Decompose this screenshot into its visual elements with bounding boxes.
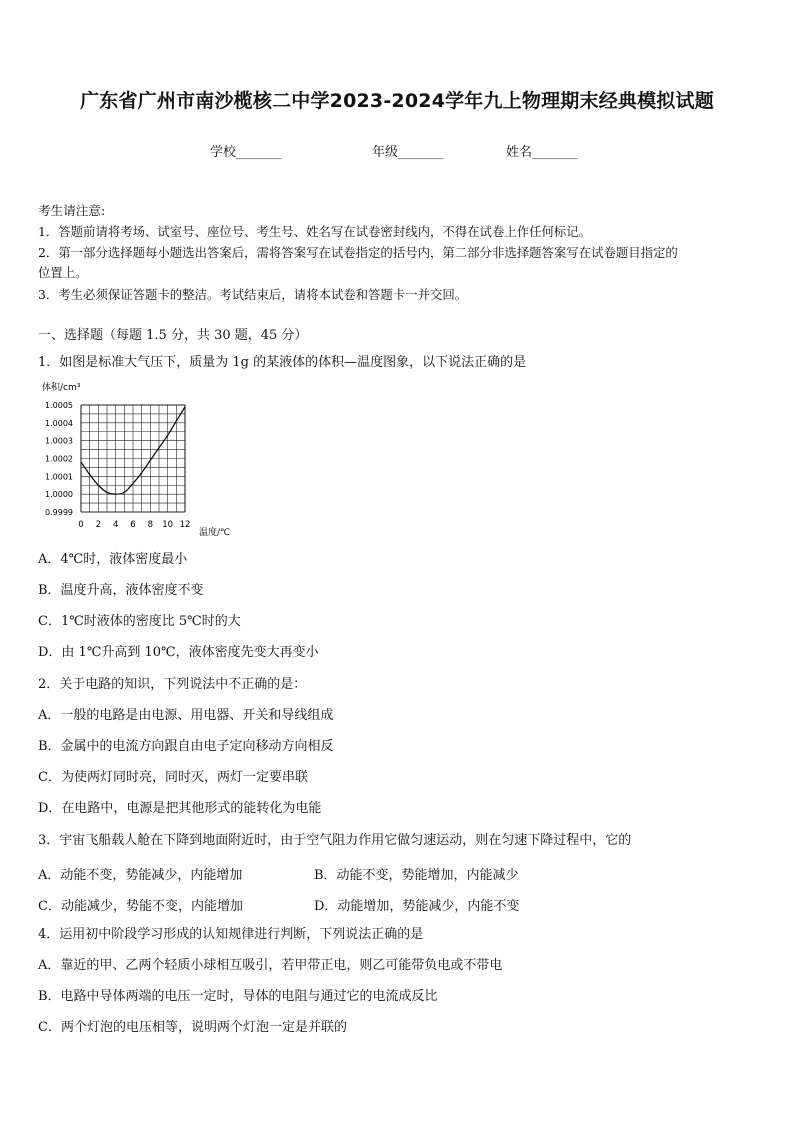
y-tick-label: 1.0003 — [45, 436, 73, 446]
y-tick-label: 0.9999 — [45, 508, 73, 517]
q2-option-b: B．金属中的电流方向跟自由电子定向移动方向相反 — [38, 739, 334, 754]
school-field: 学校_______ — [210, 145, 282, 160]
question-2-stem: 2．关于电路的知识，下列说法中不正确的是： — [38, 677, 307, 692]
q3-option-b: B．动能不变，势能增加，内能减少 — [314, 868, 519, 883]
section-heading: 一、选择题（每题 1.5 分，共 30 题，45 分） — [38, 328, 308, 343]
grade-field: 年级_______ — [372, 145, 444, 160]
x-tick-label: 6 — [130, 520, 136, 530]
volume-temperature-chart — [40, 378, 236, 538]
q1-option-a: A．4℃时，液体密度最小 — [38, 552, 188, 567]
notice-item: 3．考生必须保证答题卡的整洁。考试结束后，请将本试卷和答题卡一并交回。 — [38, 287, 468, 302]
x-tick-label: 8 — [147, 520, 154, 530]
y-tick-label: 1.0004 — [45, 418, 73, 428]
chart-xlabel: 温度/℃ — [199, 528, 231, 538]
notice-item: 1．答题前请将考场、试室号、座位号、考生号、姓名写在试卷密封线内，不得在试卷上作任何标记。 — [38, 224, 592, 239]
y-tick-label: 1.0002 — [45, 454, 73, 464]
q3-option-d: D．动能增加，势能减少，内能不变 — [314, 899, 520, 914]
chart-grid — [81, 405, 185, 512]
x-tick-label: 4 — [112, 520, 119, 530]
x-tick-label: 0 — [78, 520, 84, 530]
page-title: 广东省广州市南沙榄核二中学2023-2024学年九上物理期末经典模拟试题 — [80, 90, 714, 112]
chart-x-ticks — [78, 520, 190, 530]
y-tick-label: 1.0005 — [45, 401, 73, 410]
question-1-stem: 1．如图是标准大气压下，质量为 1g 的某液体的体积—温度图象，以下说法正确的是 — [38, 355, 527, 370]
q1-option-b: B．温度升高，液体密度不变 — [38, 583, 204, 598]
question-4-stem: 4．运用初中阶段学习形成的认知规律进行判断，下列说法正确的是 — [38, 927, 424, 942]
q4-option-b: B．电路中导体两端的电压一定时，导体的电阻与通过它的电流成反比 — [38, 989, 438, 1004]
x-tick-label: 2 — [95, 520, 102, 530]
q1-option-c: C．1℃时液体的密度比 5℃时的大 — [38, 614, 241, 629]
question-3-stem: 3．宇宙飞船载人舱在下降到地面附近时，由于空气阻力作用它做匀速运动，则在匀速下降过程中，它的 — [38, 833, 632, 848]
q4-option-c: C．两个灯泡的电压相等，说明两个灯泡一定是并联的 — [38, 1020, 347, 1035]
name-field: 姓名_______ — [506, 145, 578, 160]
y-tick-label: 1.0000 — [45, 490, 73, 500]
chart-ylabel: 体积/cm³ — [42, 383, 81, 393]
q3-option-a: A．动能不变，势能减少，内能增加 — [38, 868, 243, 883]
x-tick-label: 10 — [162, 520, 174, 530]
y-tick-label: 1.0001 — [45, 472, 73, 482]
chart-y-ticks — [45, 401, 73, 517]
q2-option-a: A．一般的电路是由电源、用电器、开关和导线组成 — [38, 708, 334, 723]
notice-heading: 考生请注意: — [38, 203, 106, 218]
notice-item: 位置上。 — [38, 265, 88, 280]
q2-option-d: D．在电路中，电源是把其他形式的能转化为电能 — [38, 801, 322, 816]
q3-option-c: C．动能减少，势能不变，内能增加 — [38, 899, 243, 914]
q4-option-a: A．靠近的甲、乙两个轻质小球相互吸引，若甲带正电，则乙可能带负电或不带电 — [38, 958, 503, 973]
q2-option-c: C．为使两灯同时亮，同时灭，两灯一定要串联 — [38, 770, 308, 785]
notice-item: 2．第一部分选择题每小题选出答案后，需将答案写在试卷指定的括号内，第二部分非选择题答案写在试卷题目指定的 — [38, 245, 678, 260]
x-tick-label: 12 — [179, 520, 191, 530]
q1-option-d: D．由 1℃升高到 10℃，液体密度先变大再变小 — [38, 645, 319, 660]
